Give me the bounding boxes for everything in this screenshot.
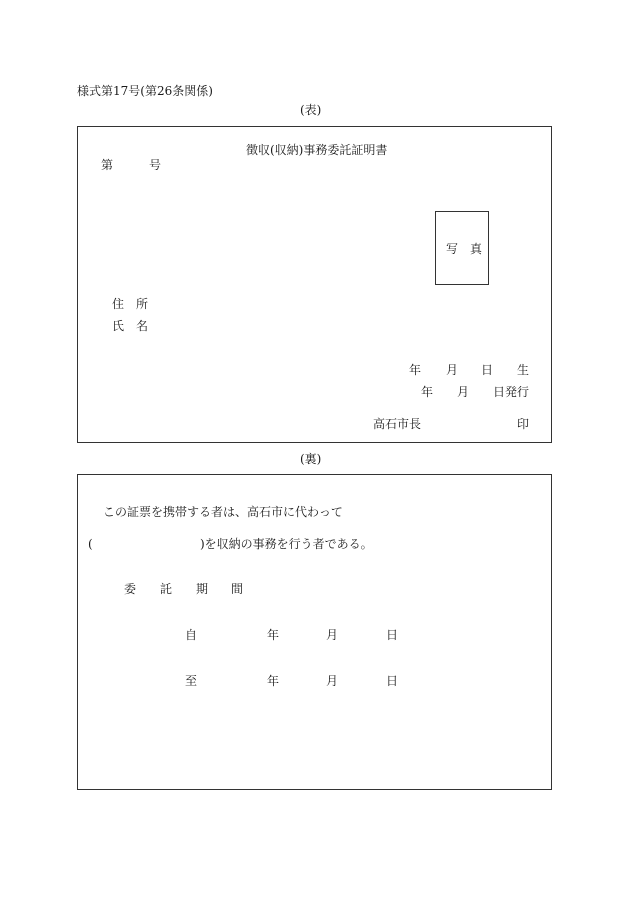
seal-label: 印 bbox=[517, 417, 530, 431]
front-side-label: (表) bbox=[300, 103, 322, 117]
period-label-4: 間 bbox=[231, 582, 244, 596]
from-label: 自 bbox=[185, 628, 198, 642]
period-label-1: 委 bbox=[124, 582, 137, 596]
photo-box bbox=[435, 211, 489, 285]
number-suffix: 号 bbox=[149, 158, 162, 172]
certificate-title: 徴収(収納)事務委託証明書 bbox=[246, 143, 388, 157]
period-label-2: 託 bbox=[160, 582, 173, 596]
to-month: 月 bbox=[326, 674, 339, 688]
address-label: 住 所 bbox=[112, 297, 149, 311]
to-year: 年 bbox=[267, 674, 280, 688]
from-day: 日 bbox=[386, 628, 399, 642]
from-year: 年 bbox=[267, 628, 280, 642]
mayor-label: 高石市長 bbox=[373, 417, 422, 431]
photo-label: 写 真 bbox=[446, 242, 483, 256]
statement-line2: )を収納の事務を行う者である。 bbox=[200, 537, 373, 551]
birth-year: 年 bbox=[409, 363, 422, 377]
period-label-3: 期 bbox=[196, 582, 209, 596]
issued-year: 年 bbox=[421, 385, 434, 399]
birth-suffix: 生 bbox=[517, 363, 530, 377]
issued-month: 月 bbox=[457, 385, 470, 399]
issued-day: 日発行 bbox=[493, 385, 530, 399]
name-label: 氏 名 bbox=[112, 319, 149, 333]
back-card bbox=[77, 474, 552, 790]
birth-month: 月 bbox=[446, 363, 459, 377]
paren-open: ( bbox=[88, 537, 93, 551]
number-prefix: 第 bbox=[101, 158, 114, 172]
back-side-label: (裏) bbox=[300, 452, 322, 466]
form-number: 様式第17号(第26条関係) bbox=[77, 84, 213, 98]
to-label: 至 bbox=[185, 674, 198, 688]
to-day: 日 bbox=[386, 674, 399, 688]
statement-line1: この証票を携帯する者は、高石市に代わって bbox=[103, 505, 343, 519]
from-month: 月 bbox=[326, 628, 339, 642]
birth-day: 日 bbox=[481, 363, 494, 377]
